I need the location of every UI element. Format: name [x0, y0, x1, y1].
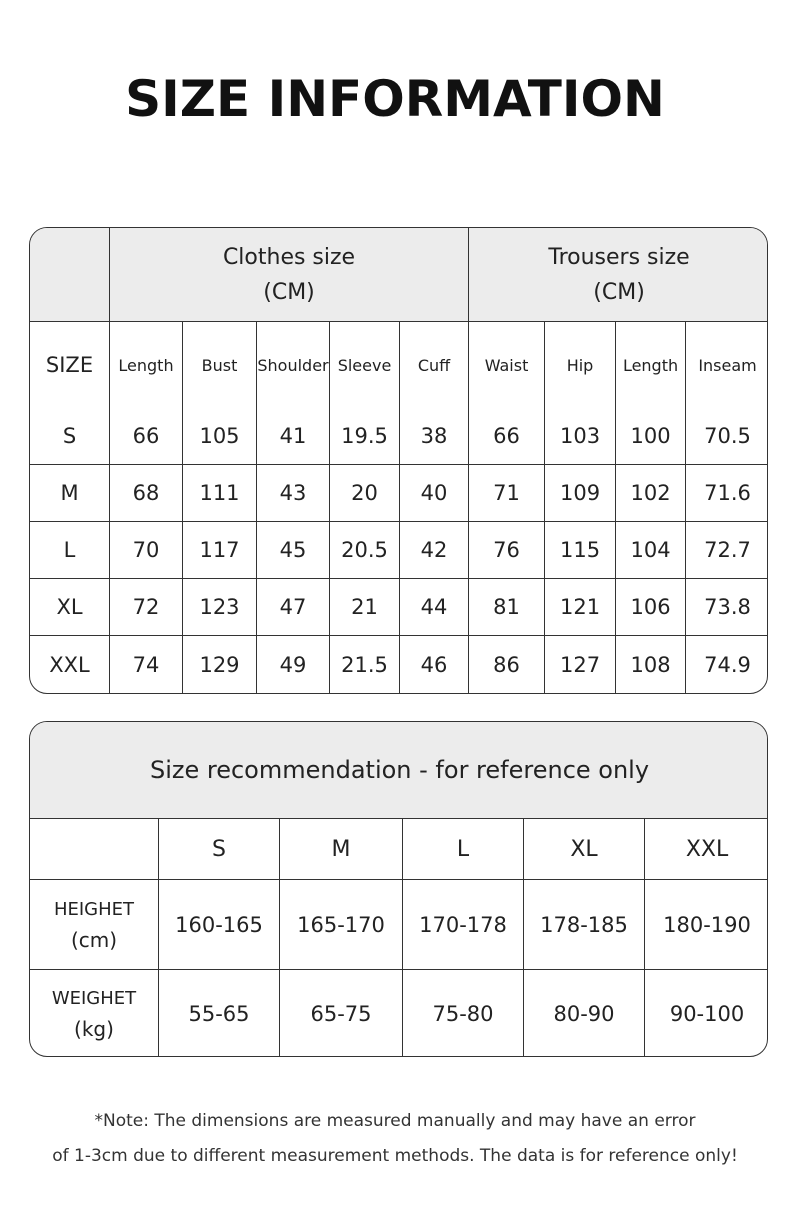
- size-row-label: XL: [30, 579, 110, 636]
- note-line-1: *Note: The dimensions are measured manually and may have an error: [94, 1111, 696, 1131]
- column-header: Sleeve: [330, 322, 400, 408]
- corner-cell: [30, 228, 110, 322]
- size-header: M: [280, 819, 403, 880]
- column-header: Bust: [183, 322, 257, 408]
- table-cell: 102: [616, 465, 686, 522]
- table-cell: 40: [400, 465, 469, 522]
- column-header: Hip: [545, 322, 616, 408]
- size-table: [29, 227, 768, 694]
- table-cell: 74.9: [704, 652, 751, 677]
- table-cell: 44: [400, 579, 469, 636]
- note-line-2: of 1-3cm due to different measurement methods. The data is for reference only!: [52, 1146, 738, 1166]
- table-cell: 72: [110, 579, 183, 636]
- table-cell: 70.5: [686, 408, 768, 465]
- height-cell: 180-190: [645, 880, 768, 970]
- clothes-group-label: Clothes size: [222, 244, 356, 270]
- table-cell: 117: [183, 522, 257, 579]
- table-cell: 46: [400, 636, 469, 693]
- trousers-unit-label: (CM): [593, 279, 645, 305]
- table-cell: 41: [257, 408, 330, 465]
- table-cell: 86: [469, 636, 545, 693]
- table-cell: 105: [183, 408, 257, 465]
- table-cell: 108: [616, 636, 686, 693]
- table-cell: 19.5: [330, 408, 400, 465]
- table-row: [30, 579, 768, 636]
- table-cell: 129: [183, 636, 257, 693]
- size-row-label: M: [30, 465, 110, 522]
- weight-cell: 55-65: [159, 970, 280, 1057]
- height-row-label: [30, 880, 159, 970]
- table-row: [30, 465, 768, 522]
- size-recommendation-table: [29, 721, 768, 1057]
- size-header: L: [403, 819, 524, 880]
- table-cell: 42: [400, 522, 469, 579]
- table-cell: 109: [545, 465, 616, 522]
- height-cell: 170-178: [403, 880, 524, 970]
- table-cell: 72.7: [686, 522, 768, 579]
- size-column-header: SIZE: [30, 322, 110, 408]
- table-cell: 103: [545, 408, 616, 465]
- clothes-unit-label: (CM): [263, 279, 315, 305]
- table-cell: 49: [257, 636, 330, 693]
- corner-cell: [30, 819, 159, 880]
- table-cell: 115: [545, 522, 616, 579]
- table-cell: 70: [110, 522, 183, 579]
- table-cell: 66: [469, 408, 545, 465]
- table-cell: 71.6: [686, 465, 768, 522]
- table-cell: 47: [257, 579, 330, 636]
- column-header: Inseam: [698, 355, 757, 375]
- table-cell: 21: [330, 579, 400, 636]
- table-cell: 43: [257, 465, 330, 522]
- table-row: [30, 522, 768, 579]
- table-cell: 123: [183, 579, 257, 636]
- table-cell: 73.8: [686, 579, 768, 636]
- height-cell: 160-165: [159, 880, 280, 970]
- table-row: [30, 636, 768, 693]
- table-cell: 68: [110, 465, 183, 522]
- column-header: Waist: [469, 322, 545, 408]
- height-cell: 178-185: [524, 880, 645, 970]
- weight-cell: 80-90: [524, 970, 645, 1057]
- weight-row-label: [30, 970, 159, 1057]
- size-header: S: [159, 819, 280, 880]
- table-cell: 71: [469, 465, 545, 522]
- weight-label: WEIGHET: [51, 988, 137, 1009]
- clothes-size-header: [110, 228, 469, 322]
- table-cell: 21.5: [330, 636, 400, 693]
- table-cell: 127: [545, 636, 616, 693]
- column-header: Length: [616, 322, 686, 408]
- table-cell: 38: [400, 408, 469, 465]
- page-title: SIZE INFORMATION: [125, 70, 665, 128]
- height-cell: 165-170: [280, 880, 403, 970]
- trousers-size-header: [469, 228, 768, 322]
- height-label: HEIGHET: [53, 898, 135, 920]
- recommendation-title: Size recommendation - for reference only: [30, 722, 768, 819]
- weight-cell: 90-100: [669, 1002, 745, 1026]
- size-row-label: XXL: [30, 636, 110, 693]
- table-cell: 111: [183, 465, 257, 522]
- size-header: XL: [524, 819, 645, 880]
- table-cell: 74: [110, 636, 183, 693]
- table-cell: 76: [469, 522, 545, 579]
- size-row-label: L: [30, 522, 110, 579]
- weight-unit: (kg): [74, 1017, 114, 1041]
- size-header: XXL: [645, 819, 768, 880]
- table-cell: 81: [469, 579, 545, 636]
- column-header: Cuff: [400, 322, 469, 408]
- column-header: Shoulder: [257, 322, 330, 408]
- table-cell: 20.5: [330, 522, 400, 579]
- table-cell: 106: [616, 579, 686, 636]
- height-unit: (cm): [70, 927, 118, 952]
- weight-cell: 75-80: [403, 970, 524, 1057]
- table-cell: 20: [330, 465, 400, 522]
- trousers-group-label: Trousers size: [548, 244, 690, 270]
- table-cell: 66: [110, 408, 183, 465]
- table-cell: 100: [616, 408, 686, 465]
- column-header: Length: [110, 322, 183, 408]
- table-cell: 104: [616, 522, 686, 579]
- table-cell: 121: [545, 579, 616, 636]
- table-cell: 45: [257, 522, 330, 579]
- size-row-label: S: [30, 408, 110, 465]
- weight-cell: 65-75: [280, 970, 403, 1057]
- table-row: [30, 408, 768, 465]
